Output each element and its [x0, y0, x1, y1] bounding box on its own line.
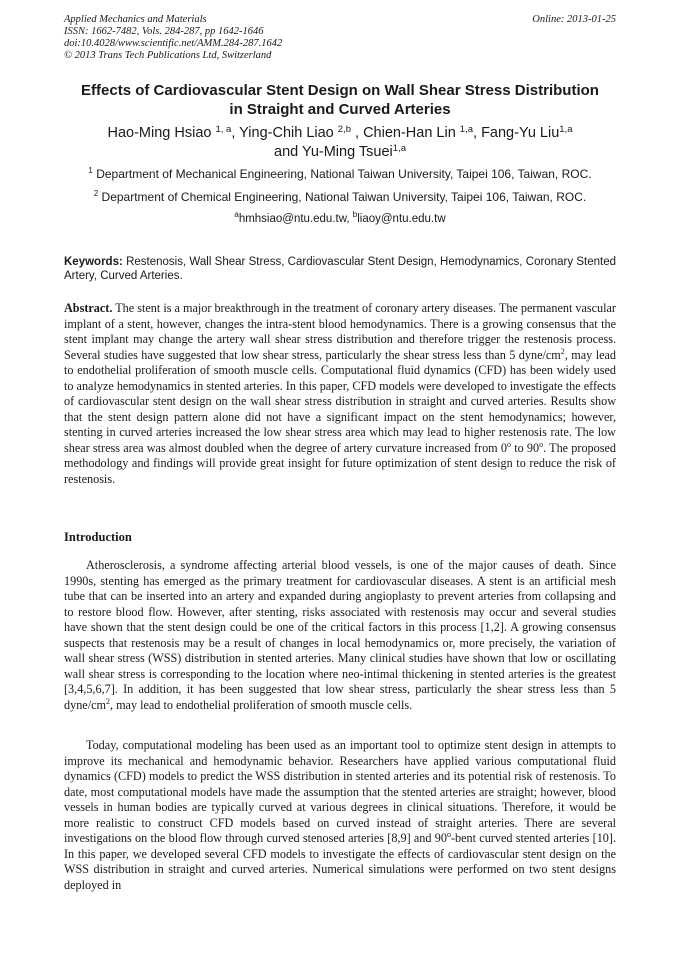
email-b-marker: b — [352, 210, 358, 219]
abstract-text-2: , may lead to endothelial proliferation of smooth muscle cells. Computational fluid dynamics (CFD) has been widely used to analyze hemodynamics in stented arteries. In this paper, CFD models were developed to investigate the effects of cardiovascular stent design on the wall shear stress distribution in straight and curved arteries. Results show that the stent design pattern alone did not have a significant impact on the stent hemodynamics; however, stenting in curved arteries increased the low shear stress area which may lead to higher restenosis rate. The low shear stress area was almost doubled when the degree of artery curvature increased from 0 — [64, 347, 616, 455]
title-line-1: Effects of Cardiovascular Stent Design on Wall Shear Stress Distribution — [81, 82, 599, 99]
author-3-affil: 1,a — [459, 124, 474, 135]
email-b: liaoy@ntu.edu.tw — [357, 213, 446, 225]
abstract-text-1: The stent is a major breakthrough in the treatment of coronary artery diseases. The permanent vascular implant of a stent, however, changes the intra-stent blood hemodynamics. There is a growing consensus that the stent implant may change the artery wall shear stress distribution and therefore trigger the restenosis process. Several studies have suggested that low shear stress, particularly the shear stress less than 5 dyne/cm — [64, 301, 616, 362]
keywords-label: Keywords: — [64, 256, 123, 268]
abstract-sup-1: 2 — [560, 346, 565, 356]
author-2-affil: 2,b — [337, 124, 351, 135]
intro-p2-sup: o — [446, 830, 451, 840]
journal-header — [64, 14, 616, 62]
abstract-text-4: . The proposed methodology and findings will provide great insight for future optimization of stent design to reduce the risk of restenosis. — [64, 440, 616, 487]
copyright-line: © 2013 Trans Tech Publications Ltd, Switzerland — [64, 50, 272, 61]
introduction-heading: Introduction — [64, 530, 132, 544]
intro-p2-text-1: Today, computational modeling has been used as an important tool to optimize stent design in attempts to improve its mechanical and hemodynamic behavior. Researchers have applied various computational fluid dynamics (CFD) models to predict the WSS distribution in stented arteries and its potential risk of restenosis. To date, most computational models have made the assumption that the stented arteries are straight; however, blood vessels in human bodies are typically curved at various degrees in clinical situations. Therefore, it would be more realistic to construct CFD models based on curved instead of straight arteries. There are several investigations on the blood flow through curved stenosed arteries [8,9] and 90 — [64, 738, 616, 846]
abstract-label: Abstract. — [64, 301, 113, 315]
author-1-name: Hao-Ming Hsiao — [107, 125, 216, 141]
abstract-sup-3: o — [539, 439, 544, 449]
author-5-affil: 1,a — [392, 143, 406, 154]
introduction-paragraph-1 — [64, 558, 616, 713]
abstract-sup-2: o — [506, 439, 511, 449]
intro-p2-text-2: -bent curved stented arteries [10]. In this paper, we developed several CFD models to investigate the effects of cardiovascular stent design on the WSS distribution in straight and curved arteries. Numerical simulations were performed on two stent designs deployed in — [64, 831, 617, 892]
author-list — [64, 124, 616, 162]
author-5-name: and Yu-Ming Tsuei — [274, 144, 393, 160]
journal-name: Applied Mechanics and Materials — [64, 14, 207, 25]
keywords — [64, 256, 616, 283]
intro-p1-text-1: Atherosclerosis, a syndrome affecting arterial blood vessels, is one of the major causes of death. Since 1990s, stenting has emerged as the primary treatment for cardiovascular diseases. A stent is an artificial mesh tube that can be inserted into an artery and expanded during angioplasty to prevent arteries from collapsing and to restore blood flow. However, after stenting, risks associated with restenosis may occur and several studies have shown that the stent design could be one of the critical factors in this process [1,2]. A growing consensus suspects that restenosis may be a result of changes in local hemodynamics or, more precisely, the variation of wall shear stress (WSS) distribution in stented arteries. Many clinical studies have shown that low or oscillating wall shear stress is corresponding to the location where neo-intimal thickening in stented arteries is the greatest [3,4,5,6,7]. In addition, it has been suggested that low shear stress, particularly the shear stress less than 5 dyne/cm — [64, 558, 616, 712]
doi-line: doi:10.4028/www.scientific.net/AMM.284-287.1642 — [64, 38, 283, 49]
affiliation-1-marker: 1 — [88, 166, 93, 175]
author-4-affil: 1,a — [559, 124, 573, 135]
affiliation-2-text: Department of Chemical Engineering, National Taiwan University, Taipei 106, Taiwan, ROC. — [98, 190, 587, 204]
affiliation-2 — [64, 190, 616, 205]
author-emails — [64, 212, 616, 227]
abstract-text-3: to 90 — [510, 440, 540, 455]
author-4-name: , Fang-Yu Liu — [473, 125, 560, 141]
issn-line: ISSN: 1662-7482, Vols. 284-287, pp 1642-1646 — [64, 26, 264, 37]
affiliation-1-text: Department of Mechanical Engineering, National Taiwan University, Taipei 106, Taiwan, ROC. — [92, 167, 592, 181]
introduction-paragraph-2 — [64, 738, 616, 893]
email-a-marker: a — [234, 210, 239, 219]
author-1-affil: 1, a — [215, 124, 232, 135]
email-a: hmhsiao@ntu.edu.tw, — [238, 213, 353, 225]
intro-p1-text-2: , may lead to endothelial proliferation of smooth muscle cells. — [109, 697, 413, 712]
intro-p1-sup: 2 — [105, 696, 110, 706]
keywords-text: Restenosis, Wall Shear Stress, Cardiovascular Stent Design, Hemodynamics, Coronary Stented Artery, Curved Arteries. — [64, 256, 616, 282]
affiliation-2-marker: 2 — [93, 189, 99, 198]
author-2-name: , Ying-Chih Liao — [231, 125, 338, 141]
online-date: Online: 2013-01-25 — [532, 14, 616, 25]
abstract — [64, 301, 616, 488]
paper-title — [64, 81, 616, 119]
title-line-2: in Straight and Curved Arteries — [229, 101, 451, 118]
author-3-name: , Chien-Han Lin — [350, 125, 460, 141]
affiliation-1 — [64, 167, 616, 182]
